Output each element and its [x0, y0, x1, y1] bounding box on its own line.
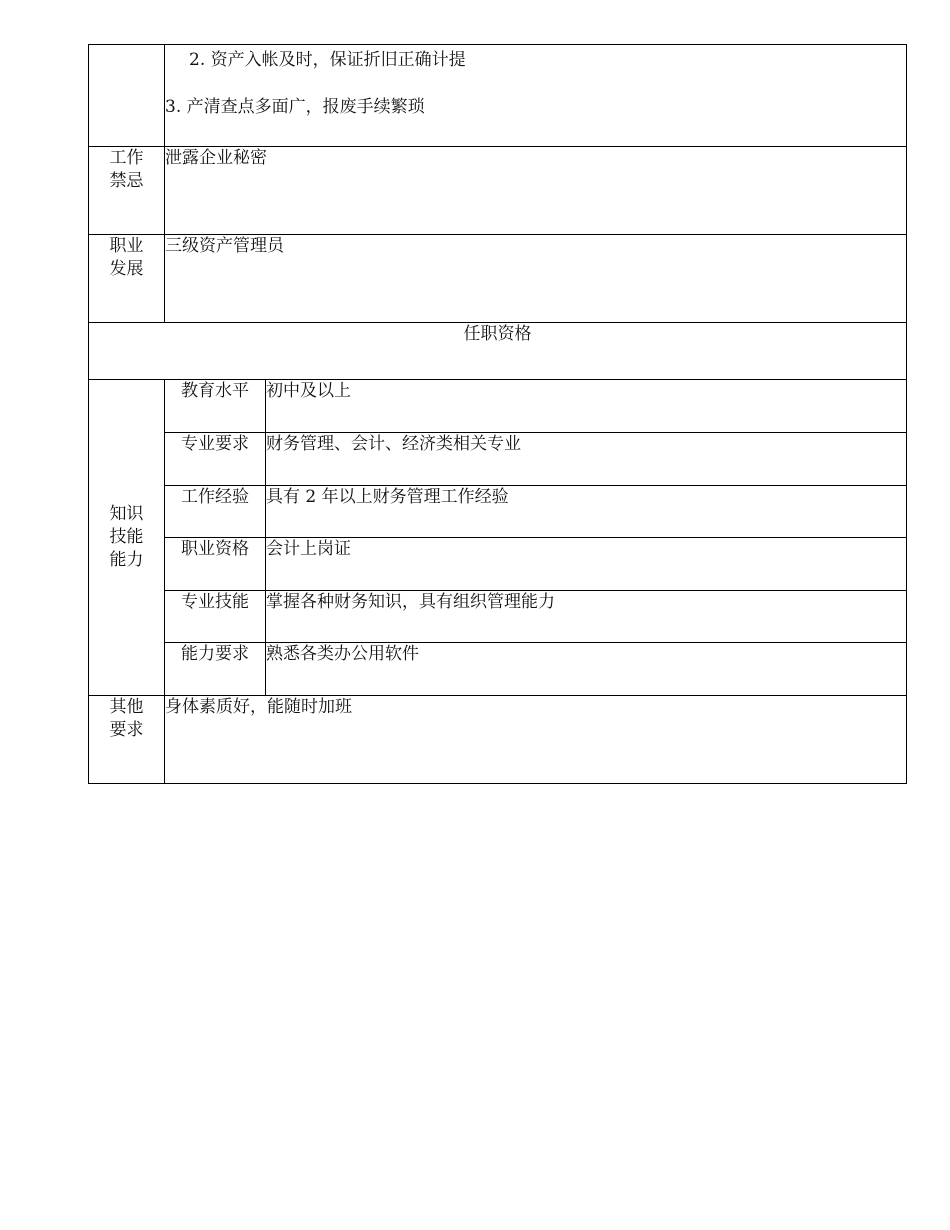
career-label: 职业 发展 [89, 235, 165, 323]
qualifications-title-row [89, 323, 907, 380]
qualification-row [89, 643, 907, 696]
duties-content-cell [165, 45, 907, 147]
qualification-value-ability: 熟悉各类办公用软件 [266, 643, 907, 696]
qualification-row [89, 380, 907, 433]
qualification-label-certificate: 职业资格 [165, 538, 266, 591]
career-row [89, 235, 907, 323]
qualification-label-skills: 专业技能 [165, 591, 266, 643]
qualification-row [89, 486, 907, 538]
other-value: 身体素质好，能随时加班 [165, 696, 907, 784]
other-row [89, 696, 907, 784]
career-value: 三级资产管理员 [165, 235, 907, 323]
qualification-value-education: 初中及以上 [266, 380, 907, 433]
qualification-label-major: 专业要求 [165, 433, 266, 486]
qualification-label-education: 教育水平 [165, 380, 266, 433]
section-title: 任职资格 [89, 323, 907, 380]
qualification-row [89, 538, 907, 591]
qualification-row [89, 591, 907, 643]
qualification-value-certificate: 会计上岗证 [266, 538, 907, 591]
knowledge-skills-label: 知识 技能 能力 [89, 380, 165, 696]
duty-item-3: 3. 产清查点多面广，报废手续繁琐 [165, 96, 425, 117]
qualification-label-ability: 能力要求 [165, 643, 266, 696]
qualification-label-experience: 工作经验 [165, 486, 266, 538]
job-description-table [88, 44, 907, 784]
duty-item-2: 2. 资产入帐及时，保证折旧正确计提 [189, 50, 466, 70]
prohibitions-value: 泄露企业秘密 [165, 147, 907, 235]
qualification-value-skills: 掌握各种财务知识，具有组织管理能力 [266, 591, 907, 643]
qualification-value-experience: 具有 2 年以上财务管理工作经验 [266, 486, 907, 538]
duties-row [89, 45, 907, 147]
prohibitions-label: 工作 禁忌 [89, 147, 165, 235]
other-label: 其他 要求 [89, 696, 165, 784]
duties-label-cell [89, 45, 165, 147]
qualification-value-major: 财务管理、会计、经济类相关专业 [266, 433, 907, 486]
prohibitions-row [89, 147, 907, 235]
qualification-row [89, 433, 907, 486]
